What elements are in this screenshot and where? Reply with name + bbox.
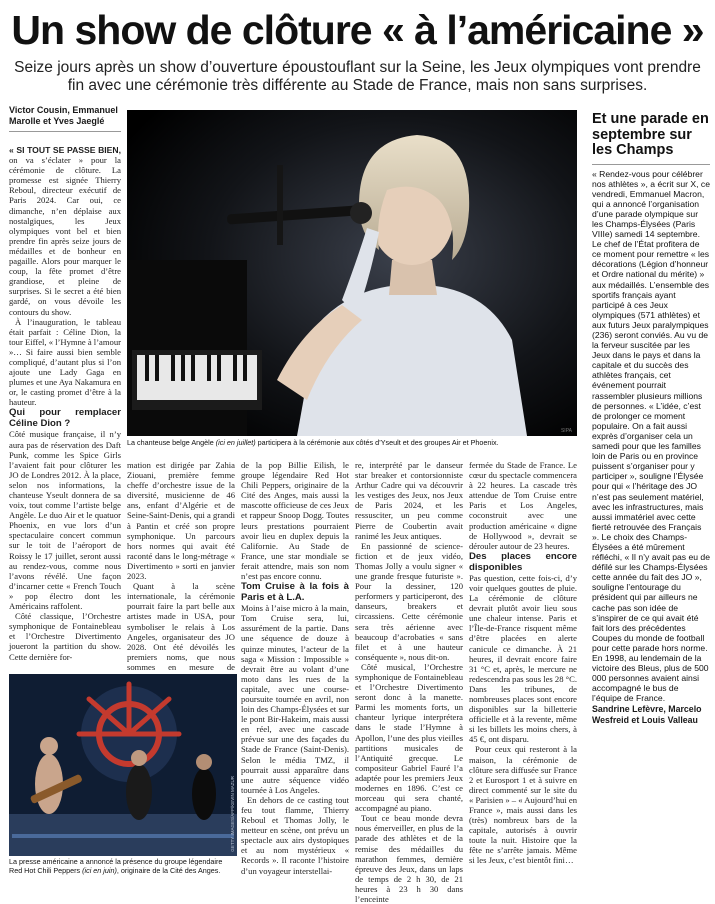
paragraph: Moins à l’aise micro à la main, Tom Cruise sera, lui, assurément de la partie. Dans une séquence de douze à quinze minutes, l’acteur de la saga « Mission : Impossible » devrait être au volant d’une moto dans les rues de la capitale, avec une course-poursuite tournée en avril, non loin des Champs-Élysées et sur le pont Bir-Hakeim, mais aussi en réel, avec une cascade prévue sur une des façades du Stade de France (Saint-Denis). Selon le média TMZ, il pourrait aussi apparaître dans une autre séquence vidéo tournée à Los Angeles.: [241, 603, 349, 795]
column-1: [9, 145, 121, 662]
paragraph: Côté classique, l’Orchestre symphonique de Fontainebleau et l’Orchestre Divertimento joueront la partition du show. Cette dernière for-: [9, 611, 121, 662]
paragraph: « SI TOUT SE PASSE BIEN, on va s’éclater » pour la cérémonie de clôture. La promesse est signée Thierry Reboul, directeur exécutif de Paris 2024. Car oui, ce dimanche, n’en déplaise aux nostalgiques, les Jeux olympiques vont bel et bien prendre fin après seize jours de médailles et de bonheur en pagaille. Alors pour marquer le coup, la fête promet d’être grandiose, et pleine de surprises. Si le secret a été bien gardé, on vous dévoile les contours du show.: [9, 145, 121, 317]
photo-angele: [127, 110, 577, 436]
subhead: Tom Cruise à la fois à Paris et à L.A.: [241, 581, 349, 604]
paragraph: Pour ceux qui resteront à la maison, la cérémonie de clôture sera diffusée sur France 2 et Eurosport 1 et à suivre en direct commenté sur le site du « Parisien » – « Aujourd’hui en France », mais aussi dans les (très) nombreux bars de la capitale, autorisés à ouvrir toute la nuit. Histoire que la fête ne s’arrête jamais. Même si les Jeux, c’est bientôt fini…: [469, 744, 577, 866]
paragraph: de la pop Billie Eilish, le groupe légendaire Red Hot Chili Peppers, originaire de la Cité des Anges, mais aussi la mascotte officieuse de ces Jeux et rappeur Snoop Dogg. Toutes leurs prestations pourraient avoir lieu en duplex depuis la Californie. Au Stade de France, une star mondiale se ferait attendre, mais son nom n’est pas encore connu.: [241, 460, 349, 582]
column-2: [127, 460, 235, 682]
paragraph: mation est dirigée par Zahia Ziouani, première femme cheffe d’orchestre issue de la diversité, musicienne de 46 ans, enfant d’Algérie et de Seine-Saint-Denis, qui a grandi à Pantin et créé son propre symphonique. Un parcours hors normes qui avait été raconté dans le long-métrage « Divertimento » sorti en janvier 2023.: [127, 460, 235, 582]
photo-rhcp-illustration: [9, 674, 237, 856]
band-photo-credit: GETTY IMAGES/AFP/KEVIN MAZUR: [230, 776, 235, 852]
byline-rule: [9, 131, 121, 132]
standfirst: Seize jours après un show d’ouverture époustouflant sur la Seine, les Jeux olympiques vont prendre fin avec une cérémonie très différente au Stade de France, mais non sans surprises.: [14, 59, 701, 94]
paragraph: En dehors de ce casting tout feu tout flamme, Thierry Reboul et Thomas Jolly, le metteur en scène, ont prévu un spectacle aux airs dystopiques et au nom mystérieux « Records ». Il raconte l’histoire d’un voyageur interstellai-: [241, 794, 349, 876]
headline: Un show de clôture « à l’américaine »: [11, 7, 704, 53]
column-3: [241, 460, 349, 876]
paragraph: re, interprété par le danseur star breaker et contorsionniste Arthur Cadre qui va découvrir les vestiges des Jeux, nos Jeux de Paris 2024, et les ressusciter, un peu comme Pierre de Coubertin avait ranimé les Jeux antiques.: [355, 460, 463, 541]
sidebar-rule: [592, 164, 710, 165]
sidebar-title: Et une parade en septembre sur les Champs: [592, 111, 709, 158]
paragraph: fermée du Stade de France. Le cœur du spectacle commencera à 22 heures. La cascade très attendue de Tom Cruise entre Paris et Los Angeles, coconstruit avec une production américaine « digne de Hollywood », devrait se dérouler autour de 23 heures.: [469, 460, 577, 551]
column-5: [469, 460, 577, 866]
photo-credit: SIPA: [560, 428, 572, 434]
paragraph: À l’inauguration, le tableau était parfait : Céline Dion, la tour Eiffel, « l’Hymne à l’amour »… Si faire aussi bien semble compliqué, d’autant plus si l’on ajoute une Lady Gaga en plumes et une Aya Nakamura en or, le casting promet d’être à la hauteur.: [9, 316, 122, 408]
paragraph: Quant à la scène internationale, la cérémonie pourrait faire la part belle aux artistes made in USA, pour symboliser le relais à Los Angeles, organisateur des JO 2028. Ont été dévoilés les premiers noms, que nous sommes en mesure de: [127, 581, 235, 672]
sidebar-signature: Sandrine Lefèvre, Marcelo Wesfreid et Louis Valleau: [592, 704, 702, 725]
byline: Victor Cousin, Emmanuel Marolle et Yves Jaeglé: [9, 105, 118, 126]
paragraph: Pas question, cette fois-ci, d’y voir quelques gouttes de pluie. La cérémonie de clôture devrait plutôt avoir lieu sous une chaleur intense. Paris et l’Île-de-France risquent même d’être placées en alerte canicule ce dimanche. À 21 heures, il devrait encore faire 31 °C et, après, le mercure ne redescendra pas sous les 28 °C. Dans les tribunes, de nombreuses places sont encore disponibles sur la billetterie officielle et à la revente, même si les billets les moins chers, à 45 €, ont disparu.: [469, 572, 577, 745]
paragraph: Côté musique française, il n’y aura pas de réservation des Daft Punk, comme les Spice Girls l’avaient fait pour clôturer les JO de Londres 2012. À la place, selon nos informations, la chanteuse Yseult donnera de sa voix, tout comme l’artiste belge Angèle. Le duo Air et le quatuor Phoenix, en vue lors d’un spectaculaire concert commun sur le toit de l’aéroport de Roissy le 17 juillet, seront aussi au rendez-vous, comme nous l’avons révélé. Une façon d’incarner cette « French Touch » pop électro dont les Américains raffolent.: [9, 429, 121, 612]
subhead: Qui pour remplacer Céline Dion ?: [9, 407, 121, 430]
photo-red-hot-chili-peppers: [9, 674, 237, 856]
sidebar-body: « Rendez-vous pour célébrer nos athlètes », a écrit sur X, ce vendredi, Emmanuel Macron, qui a annoncé l’organisation d’une parade olympique sur les Champs-Élysées (Paris VIIIe) samedi 14 septembre. Le chef de l’État profitera de ce moment pour remettre « les décorations (Légion d’honneur et Ordre national du mérite) » aux médaillés. L’ensemble des sportifs français ayant participé à ces Jeux olympiques (571 athlètes) et aux futurs Jeux paralympiques (236) seront conviés. Au vu de la ferveur suscitée par les Jeux dans le pays et dans la capitale et du succès des athlètes français, cet événement pourrait rassembler plusieurs millions de personnes. « L’idée, c’est de prolonger ce moment populaire. On a fait aussi exprès d’organiser cela un samedi pour que les familles loin de Paris ou en province puissent s’organiser pour y participer », souligne l’Élysée pour qui « l’héritage des JO n’est pas seulement matériel, avec les infrastructures, mais aussi immatériel avec cette fierté retrouvée des Français ». Le choix des Champs-Élysées a été mûrement réfléchi, « Il n’y avait pas eu de défilé sur les Champs-Élysées cette année du fait des JO », souligne l’entourage du président qui par ailleurs ne cache pas son idée de s’inspirer de ce qui avait été fait lors des précédentes Coupes du monde de football pour cette parade hors norme. En 1998, au lendemain de la victoire des Bleus, plus de 500 000 personnes avaient ainsi accompagné le bus de l’équipe de France.: [592, 168, 710, 704]
column-4: [355, 460, 463, 904]
lead-in: « SI TOUT SE PASSE BIEN,: [9, 145, 121, 155]
paragraph: Côté musical, l’Orchestre symphonique de Fontainebleau et l’Orchestre Divertimento seront donc à la manette. Parmi les moments forts, un chanteur lyrique interprétera dans le stade l’Hymne à Apollon, l’une des plus vieilles partitions musicales de l’Antiquité grecque. Le compositeur Gabriel Fauré l’a adaptée pour les premiers Jeux modernes en 1896. C’est ce morceau qui sera chanté, accompagné au piano.: [355, 661, 463, 814]
subhead: Des places encore disponibles: [469, 550, 577, 573]
photo-rhcp-caption: La presse américaine a annoncé la présence du groupe légendaire Red Hot Chili Peppers (ici en juin), originaire de la Cité des Anges.: [9, 857, 223, 875]
paragraph: Tout ce beau monde devra nous émerveiller, en plus de la parade des athlètes et de la remise des médailles du marathon femmes, dernière épreuve des Jeux, dans un laps de temps de 2 h 30, de 21 heures à 23 h 30 dans l’enceinte: [355, 813, 463, 904]
photo-angele-illustration: [127, 110, 577, 436]
sidebar-parade: [592, 112, 710, 725]
paragraph: En passionné de science-fiction et de jeux vidéo, Thomas Jolly a voulu signer « une grande fresque futuriste ». Pour la dessiner, 120 performers y participeront, des danseurs, breakers et circassiens. Cette cérémonie sera très aérienne avec beaucoup d’acrobaties « sans filet et à une hauteur conséquente », nous dit-on.: [355, 540, 463, 662]
photo-angele-caption: La chanteuse belge Angèle (ici en juillet) participera à la cérémonie aux côtés d’Yseult et des groupes Air et Phoenix.: [127, 438, 499, 447]
